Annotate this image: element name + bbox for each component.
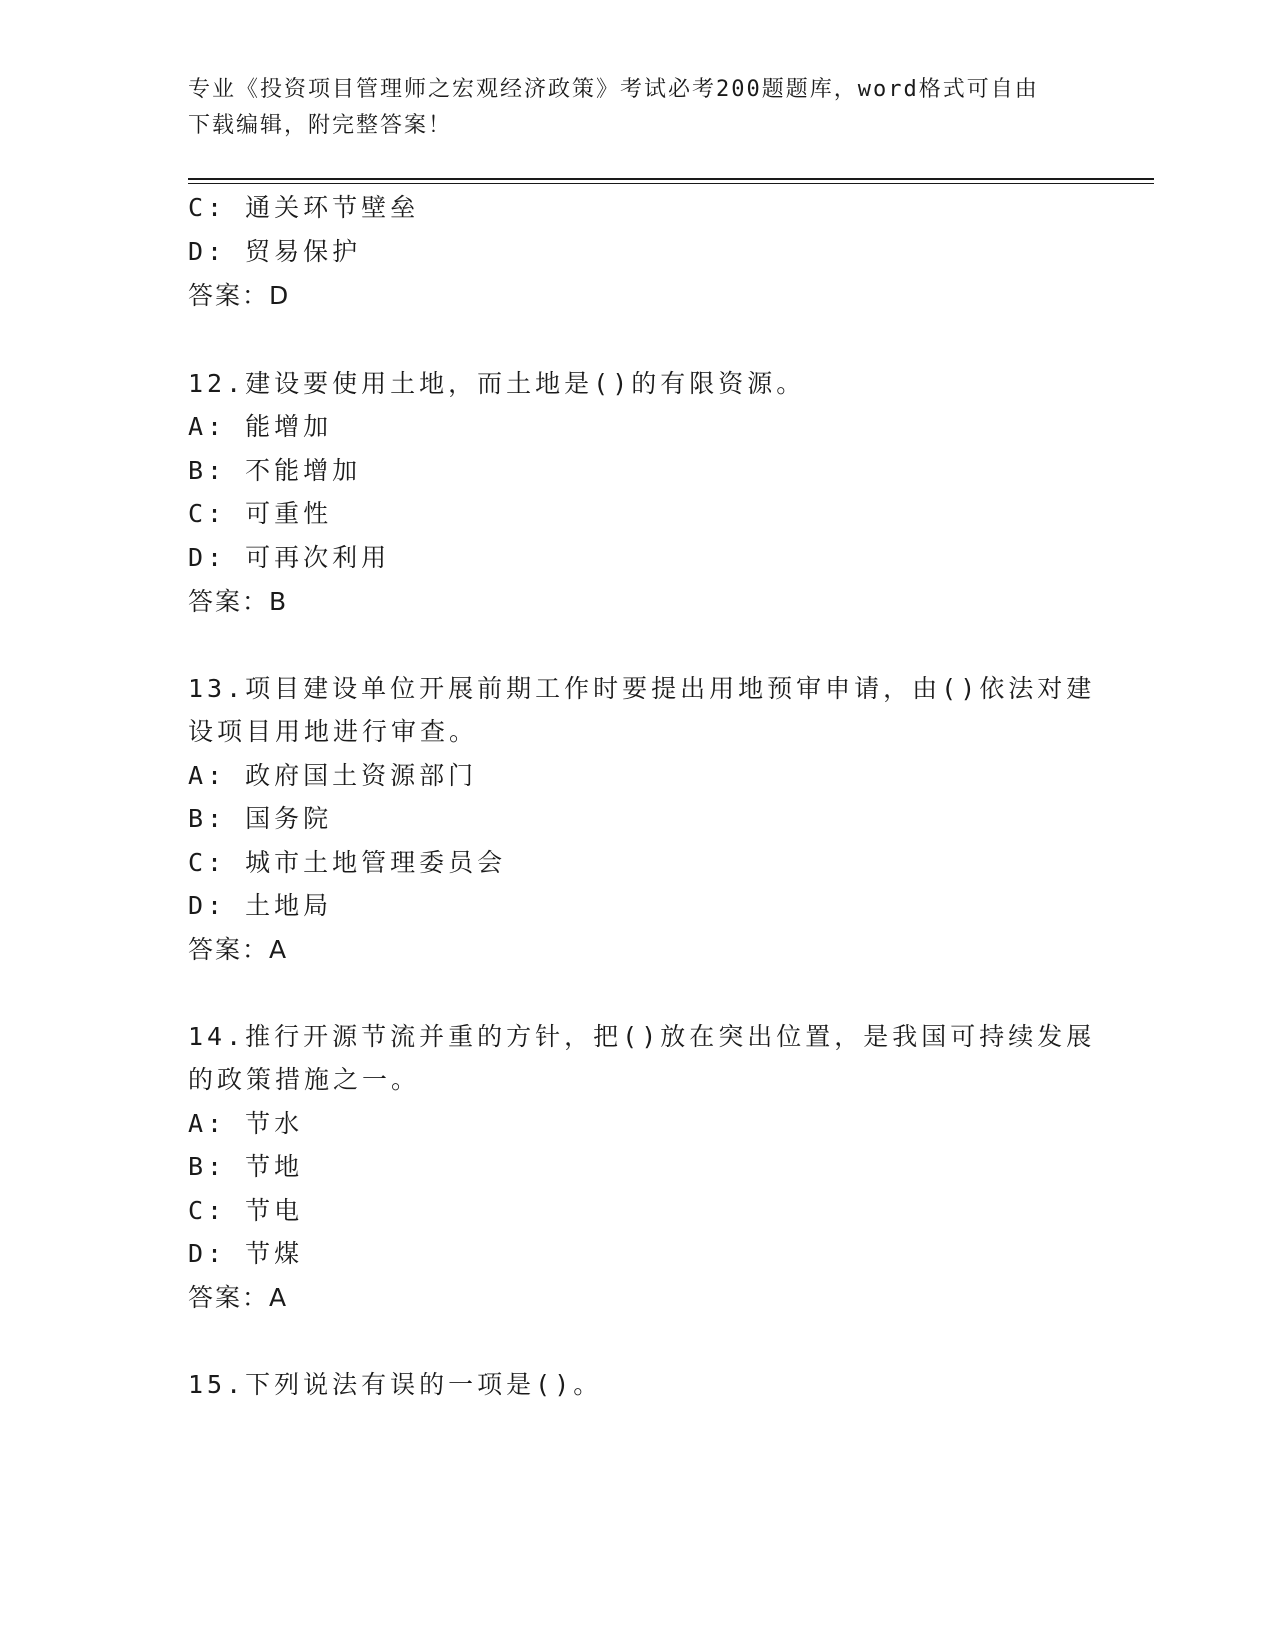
- q15-question: 15.下列说法有误的一项是()。: [188, 1370, 603, 1399]
- q14-question-line2: 的政策措施之一。: [188, 1065, 421, 1094]
- q13-option-c: C: 城市土地管理委员会: [188, 848, 507, 877]
- q13-option-d: D: 土地局: [188, 891, 333, 920]
- header-divider-thick: [188, 178, 1154, 180]
- q14-option-b: B: 节地: [188, 1152, 304, 1181]
- q12-answer: 答案：B: [188, 587, 289, 616]
- q14-option-c: C: 节电: [188, 1196, 304, 1225]
- q13-answer: 答案：A: [188, 935, 289, 964]
- header-title-line2: 下载编辑，附完整答案！: [188, 113, 453, 138]
- q12-option-c: C: 可重性: [188, 499, 333, 528]
- header-title-line1: 专业《投资项目管理师之宏观经济政策》考试必考200题题库，word格式可自由: [188, 77, 1039, 102]
- header-divider-thin: [188, 183, 1154, 184]
- q11-answer: 答案：D: [188, 281, 291, 310]
- q11-option-d: D: 贸易保护: [188, 237, 362, 266]
- q13-question-line2: 设项目用地进行审查。: [188, 717, 479, 746]
- q11-option-c: C: 通关环节壁垒: [188, 193, 420, 222]
- q13-option-a: A: 政府国土资源部门: [188, 761, 478, 790]
- q12-option-b: B: 不能增加: [188, 456, 362, 485]
- q13-option-b: B: 国务院: [188, 804, 333, 833]
- q12-option-d: D: 可再次利用: [188, 543, 391, 572]
- q14-question-line1: 14.推行开源节流并重的方针，把()放在突出位置，是我国可持续发展: [188, 1022, 1096, 1051]
- q13-question-line1: 13.项目建设单位开展前期工作时要提出用地预审申请，由()依法对建: [188, 674, 1096, 703]
- document-header: [188, 72, 1088, 144]
- q14-option-a: A: 节水: [188, 1109, 304, 1138]
- q14-answer: 答案：A: [188, 1283, 289, 1312]
- q12-question: 12.建设要使用土地，而土地是()的有限资源。: [188, 369, 806, 398]
- q12-option-a: A: 能增加: [188, 412, 333, 441]
- q14-option-d: D: 节煤: [188, 1239, 304, 1268]
